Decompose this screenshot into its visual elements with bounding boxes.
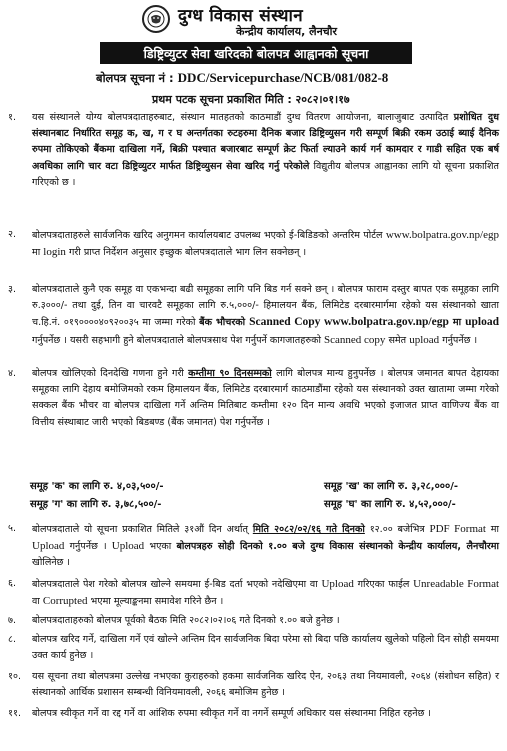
item-text-latin: PDF Format [429,523,486,535]
item-text-latin: Scanned copy [323,333,386,346]
item-number: ८. [8,634,17,645]
item-text-bold: कम्तीमा ९० दिनसम्मको [188,368,272,379]
org-office: केन्द्रीय कार्यालय, लैनचौर [236,25,338,38]
reference-line [96,70,388,86]
reference-code: DDC/Servicepurchase/NCB/081/082-8 [177,70,389,85]
item-number: ६. [8,578,17,589]
item-text [32,521,499,572]
item-text-bold: बोलपत्रहरु सोही दिनको १.०० बजे दुग्ध विकास संस्थानको केन्द्रीय कार्यालय, लैनचौरमा [176,541,499,553]
item-text-part: मा [32,247,44,259]
group-ga-amount: समूह 'ग' का लागि रु. ३,७८,५००/- [30,499,162,510]
list-item [0,576,507,610]
item-text-latin: Corrupted [42,595,88,608]
item-text-part: समेत [385,334,410,346]
item-text-part: विद्युतीय बोलपत्र आह्वानका लागि यो सूचना प्रकाशित गरिएको छ । [32,160,500,188]
item-number: १०. [8,671,22,682]
item-text-part: यस संस्थानले योग्य बोलपत्रदाताहरुबाट, संस्थान मातहतको काठमाडौं दुग्ध वितरण आयोजना, बालाजुबाट उत्पादित [32,112,454,123]
item-number: ७. [8,615,17,626]
item-text-bold: मा [448,317,466,329]
item-text-part: बोलपत्रदाताले पेश गरेको बोलपत्र खोल्ने समयमा ई-बिड दर्ता भएको नदेखिएमा वा [32,579,322,590]
item-text-part: गरिएका फाईल [353,579,414,590]
list-item [0,366,507,450]
item-text-part: बोलपत्रदाताहरुले सार्वजनिक खरिद अनुगमन कार्यालयबाट उपलब्ध भएको ई-बिडिङको अन्तरिम पोर्टल [32,230,386,241]
list-item [0,706,507,740]
item-text-latin: Upload [32,540,65,553]
item-text [32,110,499,191]
item-text-latin: upload [465,316,499,329]
item-text-latin: Scanned Copy www.bolpatra.gov.np/egp [249,316,449,329]
item-text-latin: login [43,246,66,259]
item-number: ११. [8,708,22,719]
item-text [32,366,499,431]
portal-url: www.bolpatra.gov.np/egp [385,229,499,241]
item-number: ५. [8,523,17,534]
item-text-part: भएमा मूल्याङ्कनमा समावेश गरिने छैन । [87,596,224,608]
item-text: बोलपत्रदाताहरुको बोलपत्र पूर्वको बैठक मिति २०८२।०२।०६ गते दिनको १.०० बजे हुनेछ । [32,615,340,626]
item-text-part: बोलपत्र खोलिएको दिनदेखि गणना हुने गरी [32,368,189,379]
publish-date: प्रथम पटक सूचना प्रकाशित मिति : २०८२।०१।१७ [152,93,350,106]
item-text: यस सूचना तथा बोलपत्रमा उल्लेख नभएका कुराहरुको हकमा सार्वजनिक खरिद ऐन, २०६३ तथा नियमावली, २०६४ (संशोधन सहित) र संस्थानको आर्थिक प्रशासन सम्बन्धी विनियमावली, २०६६ बमोजिम हुनेछ । [32,671,499,699]
group-gha-amount: समूह 'घ' का लागि रु. ४,५२,०००/- [324,499,456,510]
item-text-bold: बैंक भौचरको [199,317,250,329]
list-item [0,613,507,630]
item-text: बोलपत्र खरिद गर्ने, दाखिला गर्ने एवं खोल्ने अन्तिम दिन सार्वजनिक बिदा परेमा सो बिदा पछि कार्यालय खुलेको पहिलो दिन सोही समयमा उक्त कार्य हुनेछ । [32,634,499,662]
org-name: दुग्ध विकास संस्थान [178,6,303,26]
header [0,0,507,40]
item-number: ४. [8,368,17,379]
item-text-part: बोलपत्रदाताले कुनै एक समूह वा एकभन्दा बढी समूहका लागि पनि बिड गर्न सक्ने छन् । बोलपत्र फाराम दस्तुर बापत एक समूहका लागि रु.३०००/- तथा दुई, तिन वा चारवटै समूहका लागि रु.५,०००/- हिमालयन बैंक, लिमिटेड दरबारमार्गमा रहेको यस संस्थानको खाता च.हि.नं. ०१९००००४०९२००३५ मा जम्मा गरेको [32,284,499,329]
cow-emblem-icon [142,5,170,33]
item-text-latin: upload [409,333,440,346]
notice-title: डिष्ट्रिव्युटर सेवा खरिदको बोलपत्र आह्वानको सूचना [100,42,412,64]
item-text-part: मा [485,524,499,535]
item-text-part: गर्नुपर्नेछ । [64,541,112,553]
item-text-latin: Unreadable Format [413,578,500,590]
list-item [0,521,507,571]
item-text-part: भएका [144,541,177,553]
list-item [0,110,507,190]
item-number: ३. [8,284,17,295]
item-text [32,282,499,349]
list-item [0,632,507,666]
item-text-part: खोलिनेछ । [32,557,71,569]
item-number: १. [8,112,17,123]
item-text-part: १२.०० बजेभित्र [364,524,430,535]
item-text-part: वा [32,596,43,608]
list-item [0,227,507,261]
item-text-latin: Upload [321,578,354,590]
item-text-part: गर्नुपर्नेछ । [439,334,478,346]
list-item [0,282,507,364]
group-kha-amount: समूह 'ख' का लागि रु. ३,२८,०००/- [324,481,458,492]
item-text [32,227,499,261]
reference-label: बोलपत्र सूचना नं : [96,71,174,85]
item-text-part: गरी प्राप्त निर्देशन अनुसार इच्छुक बोलपत्रदाताले भाग लिन सक्नेछन् । [65,247,307,259]
item-text-part: गर्नुपर्नेछ । यसरी सहभागी हुने बोलपत्रदाताले बोलपत्रसाथ पेश गर्नुपर्ने कागजातहरुको [32,334,324,346]
item-text-bold: प्रशोधित दुध संस्थानबाट निर्धारित समूह क, ख, ग र घ अन्तर्गतका रुटहरुमा दैनिक बजार डिष्ट्रिव्युसन गरी सम्पूर्ण बिक्री रकम उठाई ब्याई दैनिक रुपमा तोकिएको बैंकमा दाखिला गर्ने, बिक्री पश्चात बजारबाट सम्पूर्ण क्रेट फिर्ता ल्याउने कार्य गर्न कामदार र गाडी सहित एक बर्ष अवधिका लागि चार वटा डिष्ट्रिव्युटर मार्फत डिष्ट्रिव्युसन सेवा खरिद गर्नु परेकोले [32,112,499,172]
item-text: बोलपत्र स्वीकृत गर्ने वा रद्द गर्ने वा आंशिक रुपमा स्वीकृत गर्ने वा नगर्ने सम्पूर्ण अधिकार यस संस्थानमा निहित रहनेछ । [32,708,431,719]
list-item [0,669,507,703]
item-text-latin: Upload [111,540,145,553]
item-text-part: लागि बोलपत्र मान्य हुनुपर्नेछ । बोलपत्र जमानत बापत देहायका समूहका लागि देहाय बमोजिमको रकम हिमालयन बैंक, लिमिटेड दरबारमार्ग काठमाडौंमा रहेको यस संस्थानको उक्त खातामा जम्मा गरेको सक्कल बैंक भौचर वा बोलपत्र दाखिला गर्ने अन्तिम मितिबाट कम्तीमा १२० दिन मान्य अवधि भएको इजाजत प्राप्त वाणिज्य बैंक वा वित्तीय संस्थाबाट जारी भएको बिडबण्ड (बैंक जमानत) पेश गर्नुपर्नेछ । [32,368,499,428]
group-ka-amount: समूह 'क' का लागि रु. ४,०३,५००/- [30,481,164,492]
item-text [32,576,499,610]
deposit-groups [30,478,500,518]
item-text-bold: मिति २०८२/०२/१६ गते दिनको [252,524,365,535]
item-number: २. [8,229,17,240]
item-text-part: बोलपत्रदाताले यो सूचना प्रकाशित मितिले ३१औं दिन अर्थात् [32,524,253,535]
